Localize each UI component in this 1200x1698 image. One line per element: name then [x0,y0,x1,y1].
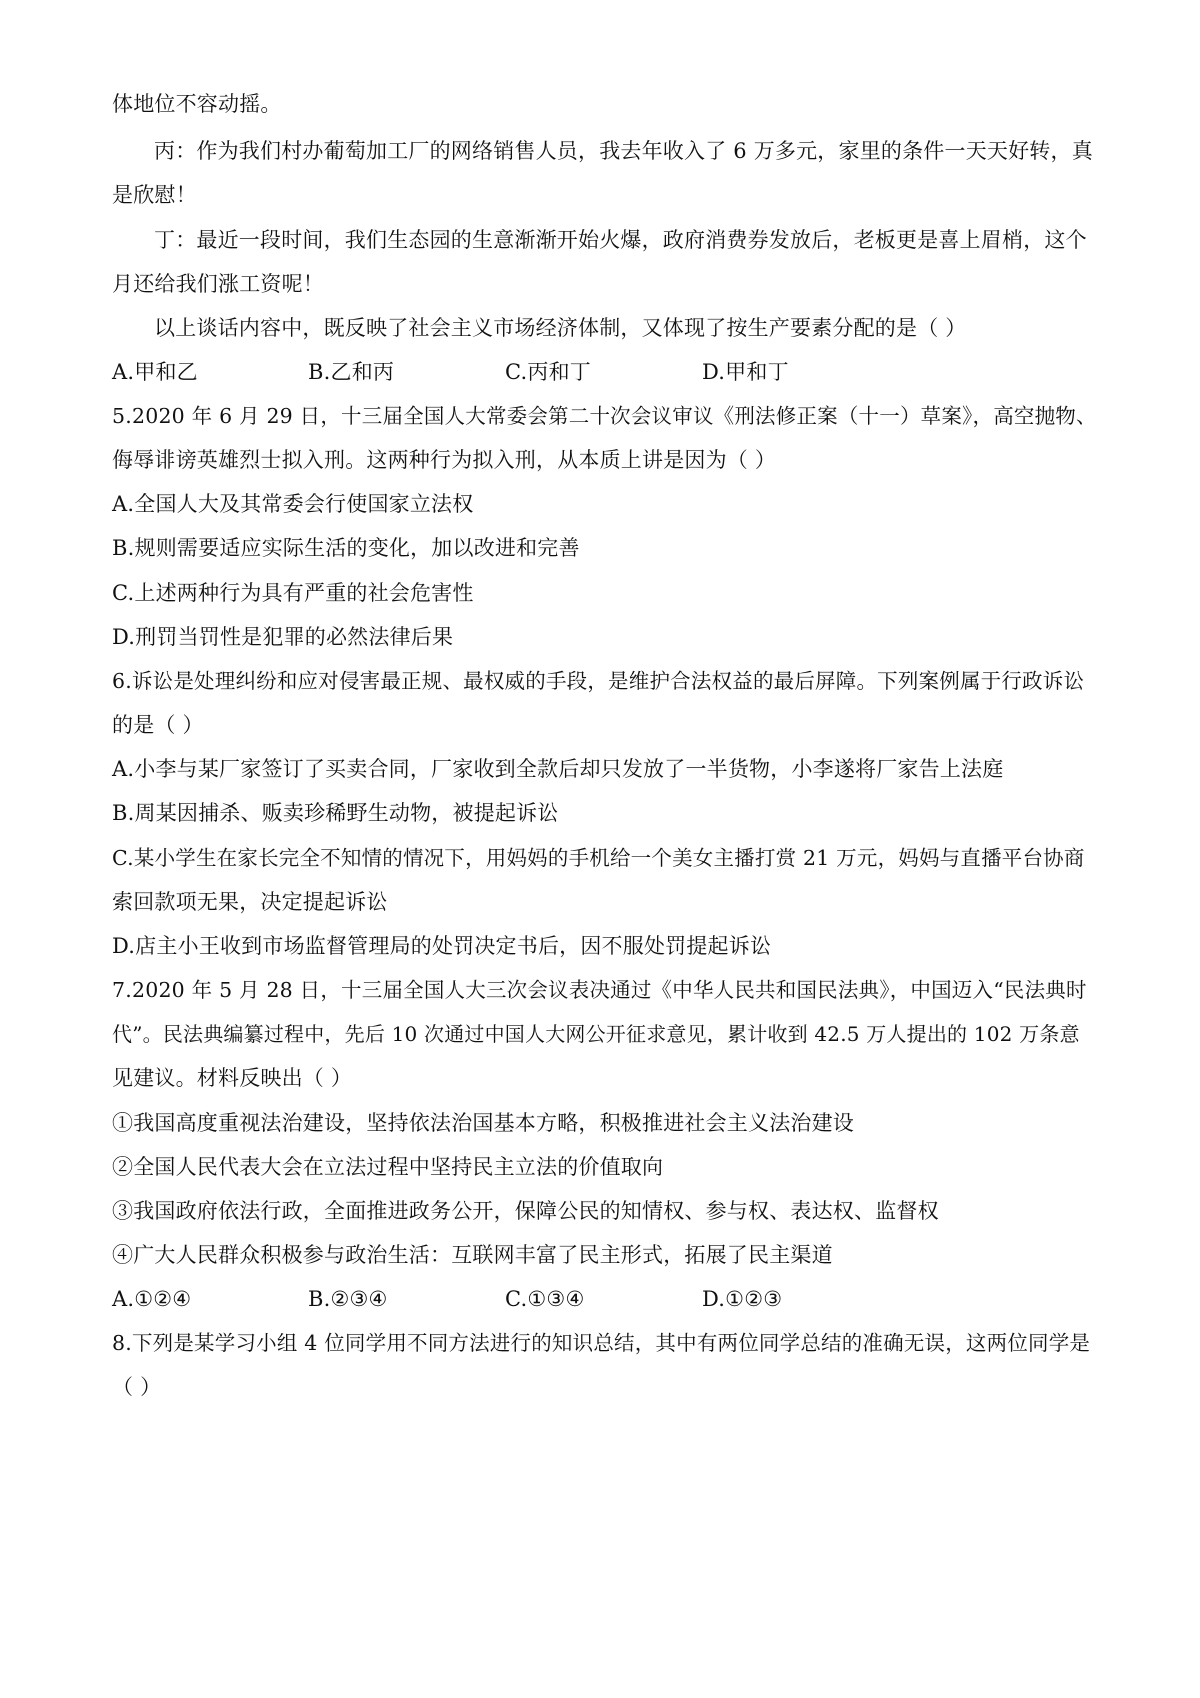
q6-option-b: B.周某因捕杀、贩卖珍稀野生动物，被提起诉讼 [112,801,559,825]
q7-options [112,1284,1102,1314]
q7-stem-line3: 见建议。材料反映出（ ） [112,1066,353,1090]
q7-option-d: D.①②③ [702,1287,783,1311]
q7-item-1: ①我国高度重视法治建设，坚持依法治国基本方略，积极推进社会主义法治建设 [112,1111,854,1135]
q6-stem-line2: 的是（ ） [112,713,204,737]
q8-stem-line2: （ ） [112,1375,162,1399]
q4-option-d: D.甲和丁 [702,360,789,384]
dialogue-bing-line2: 是欣慰！ [112,183,197,207]
dialogue-bing-line1: 丙：作为我们村办葡萄加工厂的网络销售人员，我去年收入了 6 万多元，家里的条件一天天好转，真 [154,139,1093,163]
q7-option-c: C.①③④ [505,1287,585,1311]
q6-option-c-line1: C.某小学生在家长完全不知情的情况下，用妈妈的手机给一个美女主播打赏 21 万元，妈妈与直播平台协商 [112,846,1085,870]
q4-option-a: A.甲和乙 [112,360,198,384]
q6-option-c-line2: 索回款项无果，决定提起诉讼 [112,890,388,914]
q6-option-a: A.小李与某厂家签订了买卖合同，厂家收到全款后却只发放了一半货物，小李遂将厂家告上法庭 [112,757,1004,781]
q7-option-a: A.①②④ [112,1287,192,1311]
q5-option-b: B.规则需要适应实际生活的变化，加以改进和完善 [112,536,580,560]
q6-option-d: D.店主小王收到市场监督管理局的处罚决定书后，因不服处罚提起诉讼 [112,934,772,958]
q7-item-3: ③我国政府依法行政，全面推进政务公开，保障公民的知情权、参与权、表达权、监督权 [112,1199,939,1223]
q5-stem-line1: 5.2020 年 6 月 29 日，十三届全国人大常委会第二十次会议审议《刑法修正案（十一）草案》，高空抛物、 [112,404,1097,428]
q4-option-b: B.乙和丙 [308,360,395,384]
q7-item-4: ④广大人民群众积极参与政治生活：互联网丰富了民主形式，拓展了民主渠道 [112,1243,833,1267]
q8-stem-line1: 8.下列是某学习小组 4 位同学用不同方法进行的知识总结，其中有两位同学总结的准确无误，这两位同学是 [112,1331,1091,1355]
q7-stem-line1: 7.2020 年 5 月 28 日，十三届全国人大三次会议表决通过《中华人民共和国民法典》，中国迈入“民法典时 [112,978,1087,1002]
q4-option-c: C.丙和丁 [505,360,591,384]
q7-item-2: ②全国人民代表大会在立法过程中坚持民主立法的价值取向 [112,1155,664,1179]
q4-options [112,357,1102,387]
q6-stem-line1: 6.诉讼是处理纠纷和应对侵害最正规、最权威的手段，是维护合法权益的最后屏障。下列案例属于行政诉讼 [112,669,1085,693]
q4-stem: 以上谈话内容中，既反映了社会主义市场经济体制，又体现了按生产要素分配的是（ ） [154,316,967,340]
dialogue-ding-line2: 月还给我们涨工资呢！ [112,272,324,296]
q5-option-c: C.上述两种行为具有严重的社会危害性 [112,581,474,605]
q5-option-a: A.全国人大及其常委会行使国家立法权 [112,492,474,516]
q5-stem-line2: 侮辱诽谤英雄烈士拟入刑。这两种行为拟入刑，从本质上讲是因为（ ） [112,448,777,472]
continuation-line: 体地位不容动摇。 [112,92,282,116]
q5-option-d: D.刑罚当罚性是犯罪的必然法律后果 [112,625,454,649]
q7-option-b: B.②③④ [308,1287,388,1311]
dialogue-ding-line1: 丁：最近一段时间，我们生态园的生意渐渐开始火爆，政府消费券发放后，老板更是喜上眉梢，这个 [154,228,1087,252]
q7-stem-line2: 代”。民法典编纂过程中，先后 10 次通过中国人大网公开征求意见，累计收到 42.5 万人提出的 102 万条意 [112,1022,1080,1046]
